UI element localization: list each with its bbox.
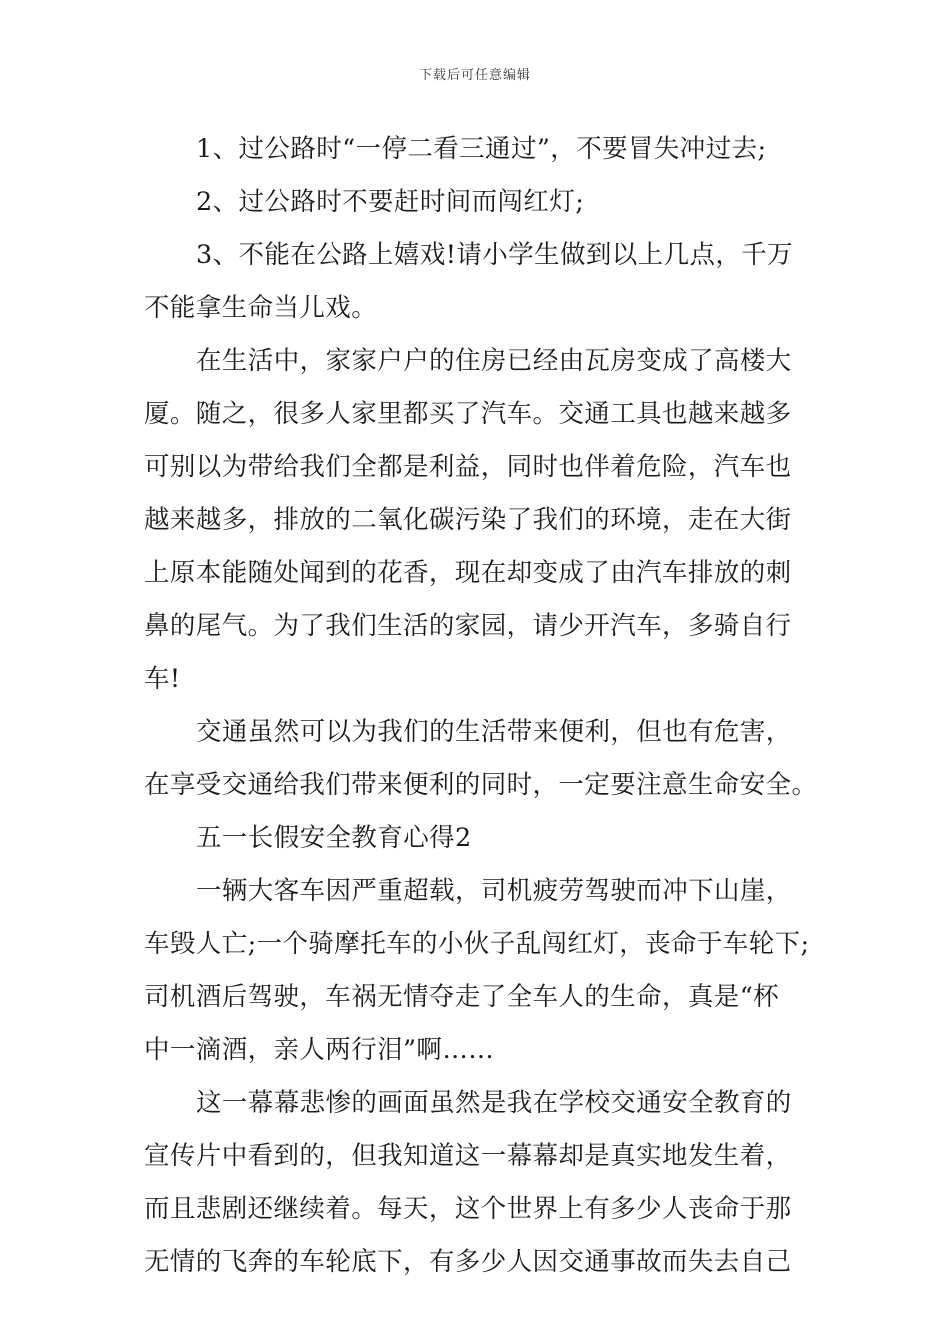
- text-line: 鼻的尾气。为了我们生活的家园，请少开汽车，多骑自行: [144, 611, 792, 641]
- text-line: 越来越多，排放的二氧化碳污染了我们的环境，走在大街: [144, 505, 792, 535]
- page-header: 下载后可任意编辑: [418, 68, 531, 83]
- text-line: 而且悲剧还继续着。每天，这个世界上有多少人丧命于那: [144, 1194, 792, 1224]
- text-line: 1、过公路时“一停二看三通过”，不要冒失冲过去;: [196, 134, 767, 164]
- section-heading: 五一长假安全教育心得2: [196, 823, 472, 853]
- text-line: 司机酒后驾驶，车祸无情夺走了全车人的生命，真是“杯: [144, 982, 780, 1012]
- text-line: 一辆大客车因严重超载，司机疲劳驾驶而冲下山崖，: [196, 876, 792, 906]
- text-line: 在生活中，家家户户的住房已经由瓦房变成了高楼大: [196, 346, 792, 376]
- text-line: 这一幕幕悲惨的画面虽然是我在学校交通安全教育的: [196, 1088, 792, 1118]
- text-line: 在享受交通给我们带来便利的同时，一定要注意生命安全。: [144, 770, 818, 800]
- text-line: 2、过公路时不要赶时间而闯红灯;: [196, 187, 585, 217]
- document-body: [144, 123, 820, 1289]
- text-line: 可别以为带给我们全都是利益，同时也伴着危险，汽车也: [144, 452, 792, 482]
- text-line: 中一滴酒，亲人两行泪”啊……: [144, 1035, 495, 1065]
- text-line: 无情的飞奔的车轮底下，有多少人因交通事故而失去自己: [144, 1247, 792, 1277]
- text-line: 车!: [144, 664, 181, 694]
- text-line: 宣传片中看到的，但我知道这一幕幕却是真实地发生着，: [144, 1141, 792, 1171]
- text-line: 不能拿生命当儿戏。: [144, 293, 378, 323]
- text-line: 交通虽然可以为我们的生活带来便利，但也有危害，: [196, 717, 792, 747]
- text-line: 车毁人亡;一个骑摩托车的小伙子乱闯红灯，丧命于车轮下;: [144, 929, 810, 959]
- text-line: 上原本能随处闻到的花香，现在却变成了由汽车排放的刺: [144, 558, 792, 588]
- text-line: 厦。随之，很多人家里都买了汽车。交通工具也越来越多: [144, 399, 792, 429]
- text-line: 3、不能在公路上嬉戏!请小学生做到以上几点，千万: [196, 240, 794, 270]
